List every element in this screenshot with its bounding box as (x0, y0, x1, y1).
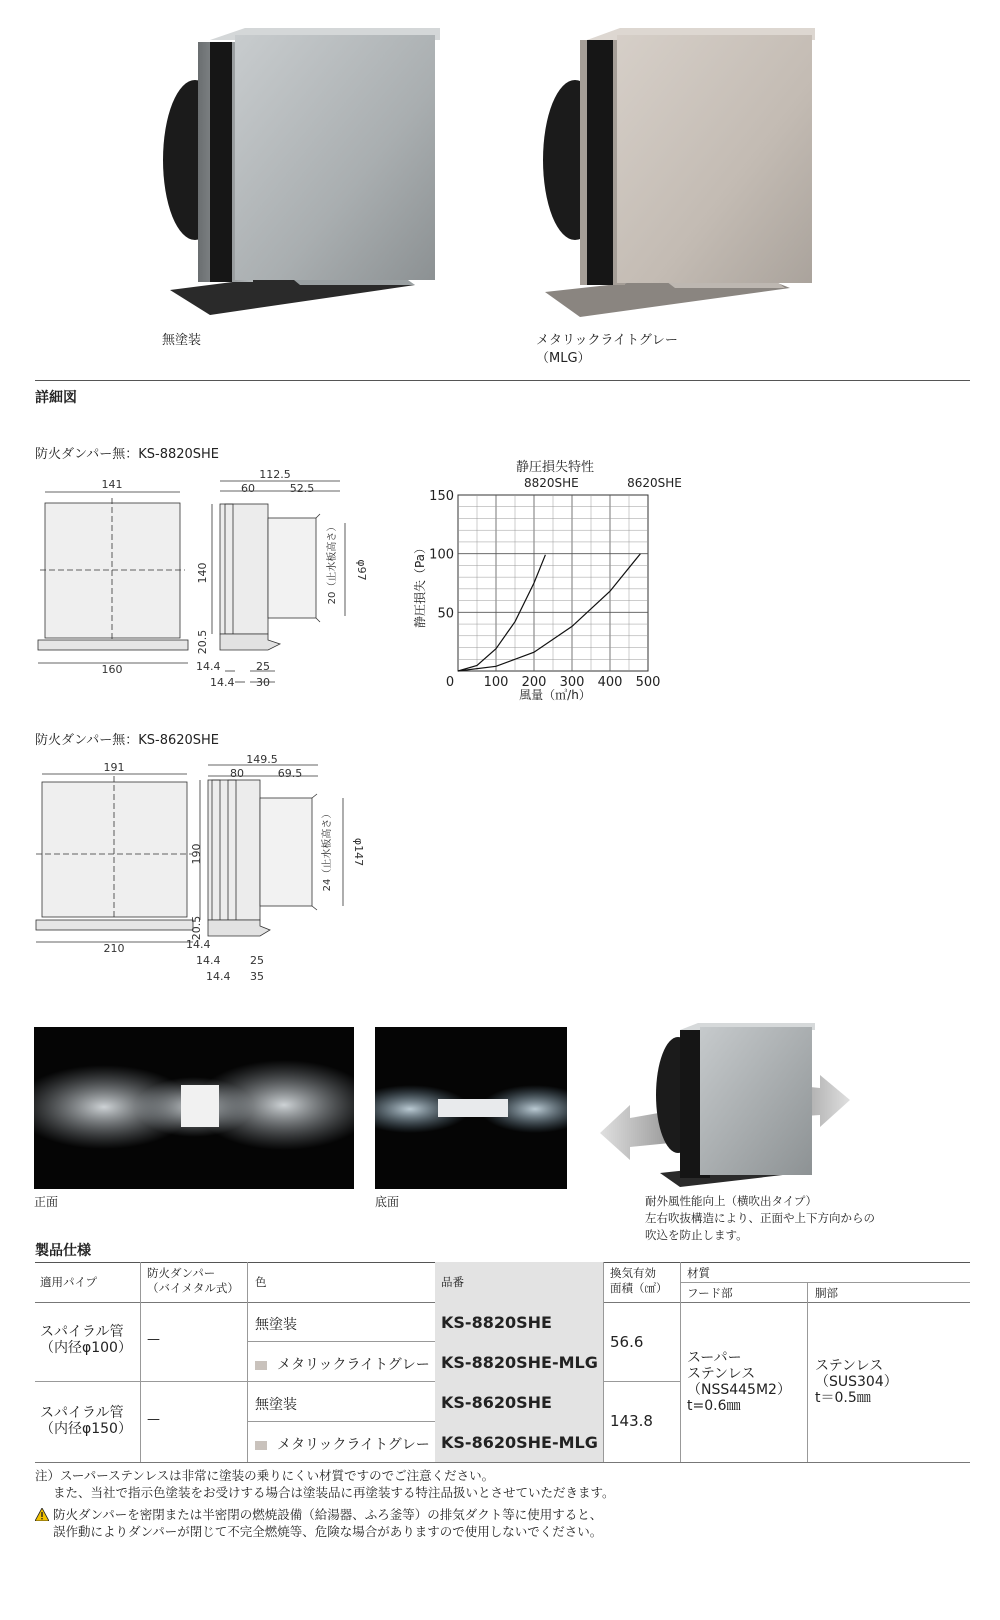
y-tick-label: 150 (429, 489, 454, 504)
chart-ylabel: 静圧損失（Pa） (413, 541, 427, 629)
row2-damper: — (147, 1412, 160, 1427)
row2-color-a: 無塗装 (255, 1397, 297, 1413)
photo-side-airflow (600, 1015, 860, 1190)
hdr-damper (147, 1266, 239, 1296)
caption-bottom: 底面 (375, 1195, 400, 1209)
dim-2-h: 190 (190, 843, 203, 865)
photo-bottom-smoke (375, 1027, 567, 1189)
x-tick-label: 500 (635, 675, 661, 690)
dim-1-depth-total: 112.5 (259, 468, 291, 481)
spec-title: 製品仕様 (35, 1243, 91, 1259)
dim-2-d2: 14.4 (206, 970, 231, 983)
dim-1-depth-a: 60 (241, 482, 255, 495)
mlg-swatch-2 (255, 1441, 267, 1450)
dim-1-d3: 25 (256, 660, 270, 673)
dim-2-depth-total: 149.5 (246, 754, 278, 766)
series-label-8820: 8820SHE (524, 476, 579, 490)
divider-top (35, 380, 970, 381)
caption-side (645, 1193, 875, 1244)
mlg-swatch (255, 1361, 267, 1370)
dim-1-h: 140 (196, 562, 209, 584)
spec-body (35, 1302, 970, 1462)
dim-2-depth-a: 80 (230, 767, 244, 780)
body-material-2: （SUS304） (815, 1374, 898, 1390)
hdr-area-2: 面積（㎠） (610, 1281, 668, 1295)
dim-1-base: 20.5 (196, 629, 209, 655)
dim-2-w-bottom: 210 (103, 942, 125, 955)
hood-material-2: ステンレス (687, 1366, 756, 1382)
caption-side-2: 左右吹抜構造により、正面や上下方向からの (645, 1211, 875, 1225)
row1-area: 56.6 (610, 1333, 644, 1351)
warning (35, 1506, 602, 1540)
chart-xlabel: 風量（㎥/h） (519, 688, 591, 702)
caption-side-1: 耐外風性能向上（横吹出タイプ） (645, 1194, 818, 1208)
row2-pipe-2: （内径φ150） (40, 1421, 132, 1437)
dim-1-depth-b: 52.5 (289, 482, 315, 495)
y-tick-label: 50 (437, 606, 454, 622)
warning-icon (35, 1508, 49, 1521)
row2-pipe-1: スパイラル管 (40, 1405, 124, 1421)
dim-1-w-bottom: 160 (101, 663, 123, 676)
row2-color-b: メタリックライトグレー (277, 1437, 430, 1453)
caption-mlg (536, 332, 678, 368)
row1-pipe (40, 1324, 132, 1356)
hdr-color: 色 (255, 1275, 267, 1289)
hdr-area (610, 1266, 668, 1296)
series-label-8620: 8620SHE (627, 476, 682, 490)
row1-pipe-2: （内径φ100） (40, 1340, 132, 1356)
drawing-2-title: 防火ダンパー無：KS-8620SHE (35, 733, 220, 748)
dim-2-d3: 25 (250, 954, 264, 967)
row2-part-b: KS-8620SHE-MLG (441, 1433, 598, 1452)
row2-area: 143.8 (610, 1412, 653, 1430)
hdr-body: 胴部 (815, 1286, 838, 1300)
x-tick-label: 400 (597, 675, 623, 690)
photo-front-smoke (34, 1027, 354, 1189)
dim-1-w-top: 141 (101, 478, 123, 491)
dim-2-w-top: 191 (103, 761, 125, 774)
body-material-3: t＝0.5㎜ (815, 1390, 871, 1406)
dim-2-phi: φ147 (352, 837, 365, 867)
hdr-material: 材質 (687, 1266, 710, 1280)
row1-part-a: KS-8820SHE (441, 1313, 552, 1332)
body-material-1: ステンレス (815, 1358, 884, 1374)
hood-material-3: （NSS445M2） (687, 1382, 791, 1398)
hdr-hood: フード部 (687, 1286, 733, 1300)
row1-color-a: 無塗装 (255, 1317, 297, 1333)
hood-material (687, 1350, 791, 1414)
caption-side-3: 吹込を防止します。 (645, 1228, 748, 1242)
dim-2-d0: 14.4 (186, 938, 211, 951)
hdr-part: 品番 (441, 1275, 464, 1289)
warning-line2: 誤作動によりダンパーが閉じて不完全燃焼等、危険な場合がありますので使用しないでください。 (53, 1524, 603, 1539)
row1-part-b: KS-8820SHE-MLG (441, 1353, 598, 1372)
row1-pipe-1: スパイラル管 (40, 1324, 124, 1340)
dim-2-d4: 35 (250, 970, 264, 983)
hdr-damper-2: （バイメタル式） (147, 1281, 239, 1295)
caption-mlg-line1: メタリックライトグレー (536, 333, 678, 348)
hdr-pipe: 適用パイプ (40, 1275, 98, 1289)
dim-2-depth-b: 69.5 (277, 767, 303, 780)
product-photo-mlg (525, 20, 825, 320)
detail-title: 詳細図 (35, 390, 77, 406)
caption-front: 正面 (34, 1195, 59, 1209)
drawing-2 (30, 754, 370, 994)
series-line-0 (458, 555, 545, 671)
pressure-chart (410, 455, 710, 705)
dim-2-base: 20.5 (190, 915, 203, 941)
dim-1-d1: 14.4 (196, 660, 221, 673)
dim-1-d2: 14.4 (210, 676, 235, 689)
row2-part-a: KS-8620SHE (441, 1393, 552, 1412)
caption-mlg-line2: （MLG） (536, 351, 591, 366)
body-material (815, 1358, 898, 1406)
product-photo-unpainted (150, 20, 450, 320)
row2-pipe (40, 1405, 132, 1437)
note-1-line2: また、当社で指示色塗装をお受けする場合は塗装品に再塗装する特注品扱いとさせていただきます。 (53, 1485, 615, 1500)
hdr-damper-1: 防火ダンパー (147, 1266, 216, 1280)
hood-material-4: t=0.6㎜ (687, 1398, 741, 1414)
note-1 (35, 1467, 615, 1501)
row1-damper: — (147, 1332, 160, 1347)
caption-unpainted: 無塗装 (162, 333, 202, 348)
hdr-part-bg (435, 1262, 603, 1302)
spec-header (35, 1262, 970, 1302)
chart-title: 静圧損失特性 (515, 460, 595, 475)
dim-1-phi: φ97 (355, 559, 368, 581)
x-tick-label: 0 (445, 675, 455, 690)
hdr-area-1: 換気有効 (610, 1266, 656, 1280)
dim-1-water: 20（止水板高さ） (327, 521, 338, 605)
x-tick-label: 200 (521, 675, 547, 690)
row1-color-b-wrap (255, 1354, 430, 1374)
drawing-1-title: 防火ダンパー無：KS-8820SHE (35, 447, 220, 462)
hood-material-1: スーパー (687, 1350, 742, 1366)
dim-2-d1: 14.4 (196, 954, 221, 967)
dim-2-water: 24（止水板高さ） (322, 808, 333, 892)
row2-color-b-wrap (255, 1434, 430, 1454)
row1-color-b: メタリックライトグレー (277, 1357, 430, 1373)
x-tick-label: 300 (559, 675, 585, 690)
y-tick-label: 100 (429, 547, 454, 563)
warning-line1: 防火ダンパーを密閉または半密閉の燃焼設備（給湯器、ふろ釜等）の排気ダクト等に使用すると、 (53, 1507, 603, 1522)
drawing-1 (30, 468, 380, 698)
dim-1-d4: 30 (256, 676, 270, 689)
note-1-line1: 注）スーパーステンレスは非常に塗装の乗りにくい材質ですのでご注意ください。 (35, 1468, 495, 1483)
x-tick-label: 100 (483, 675, 509, 690)
